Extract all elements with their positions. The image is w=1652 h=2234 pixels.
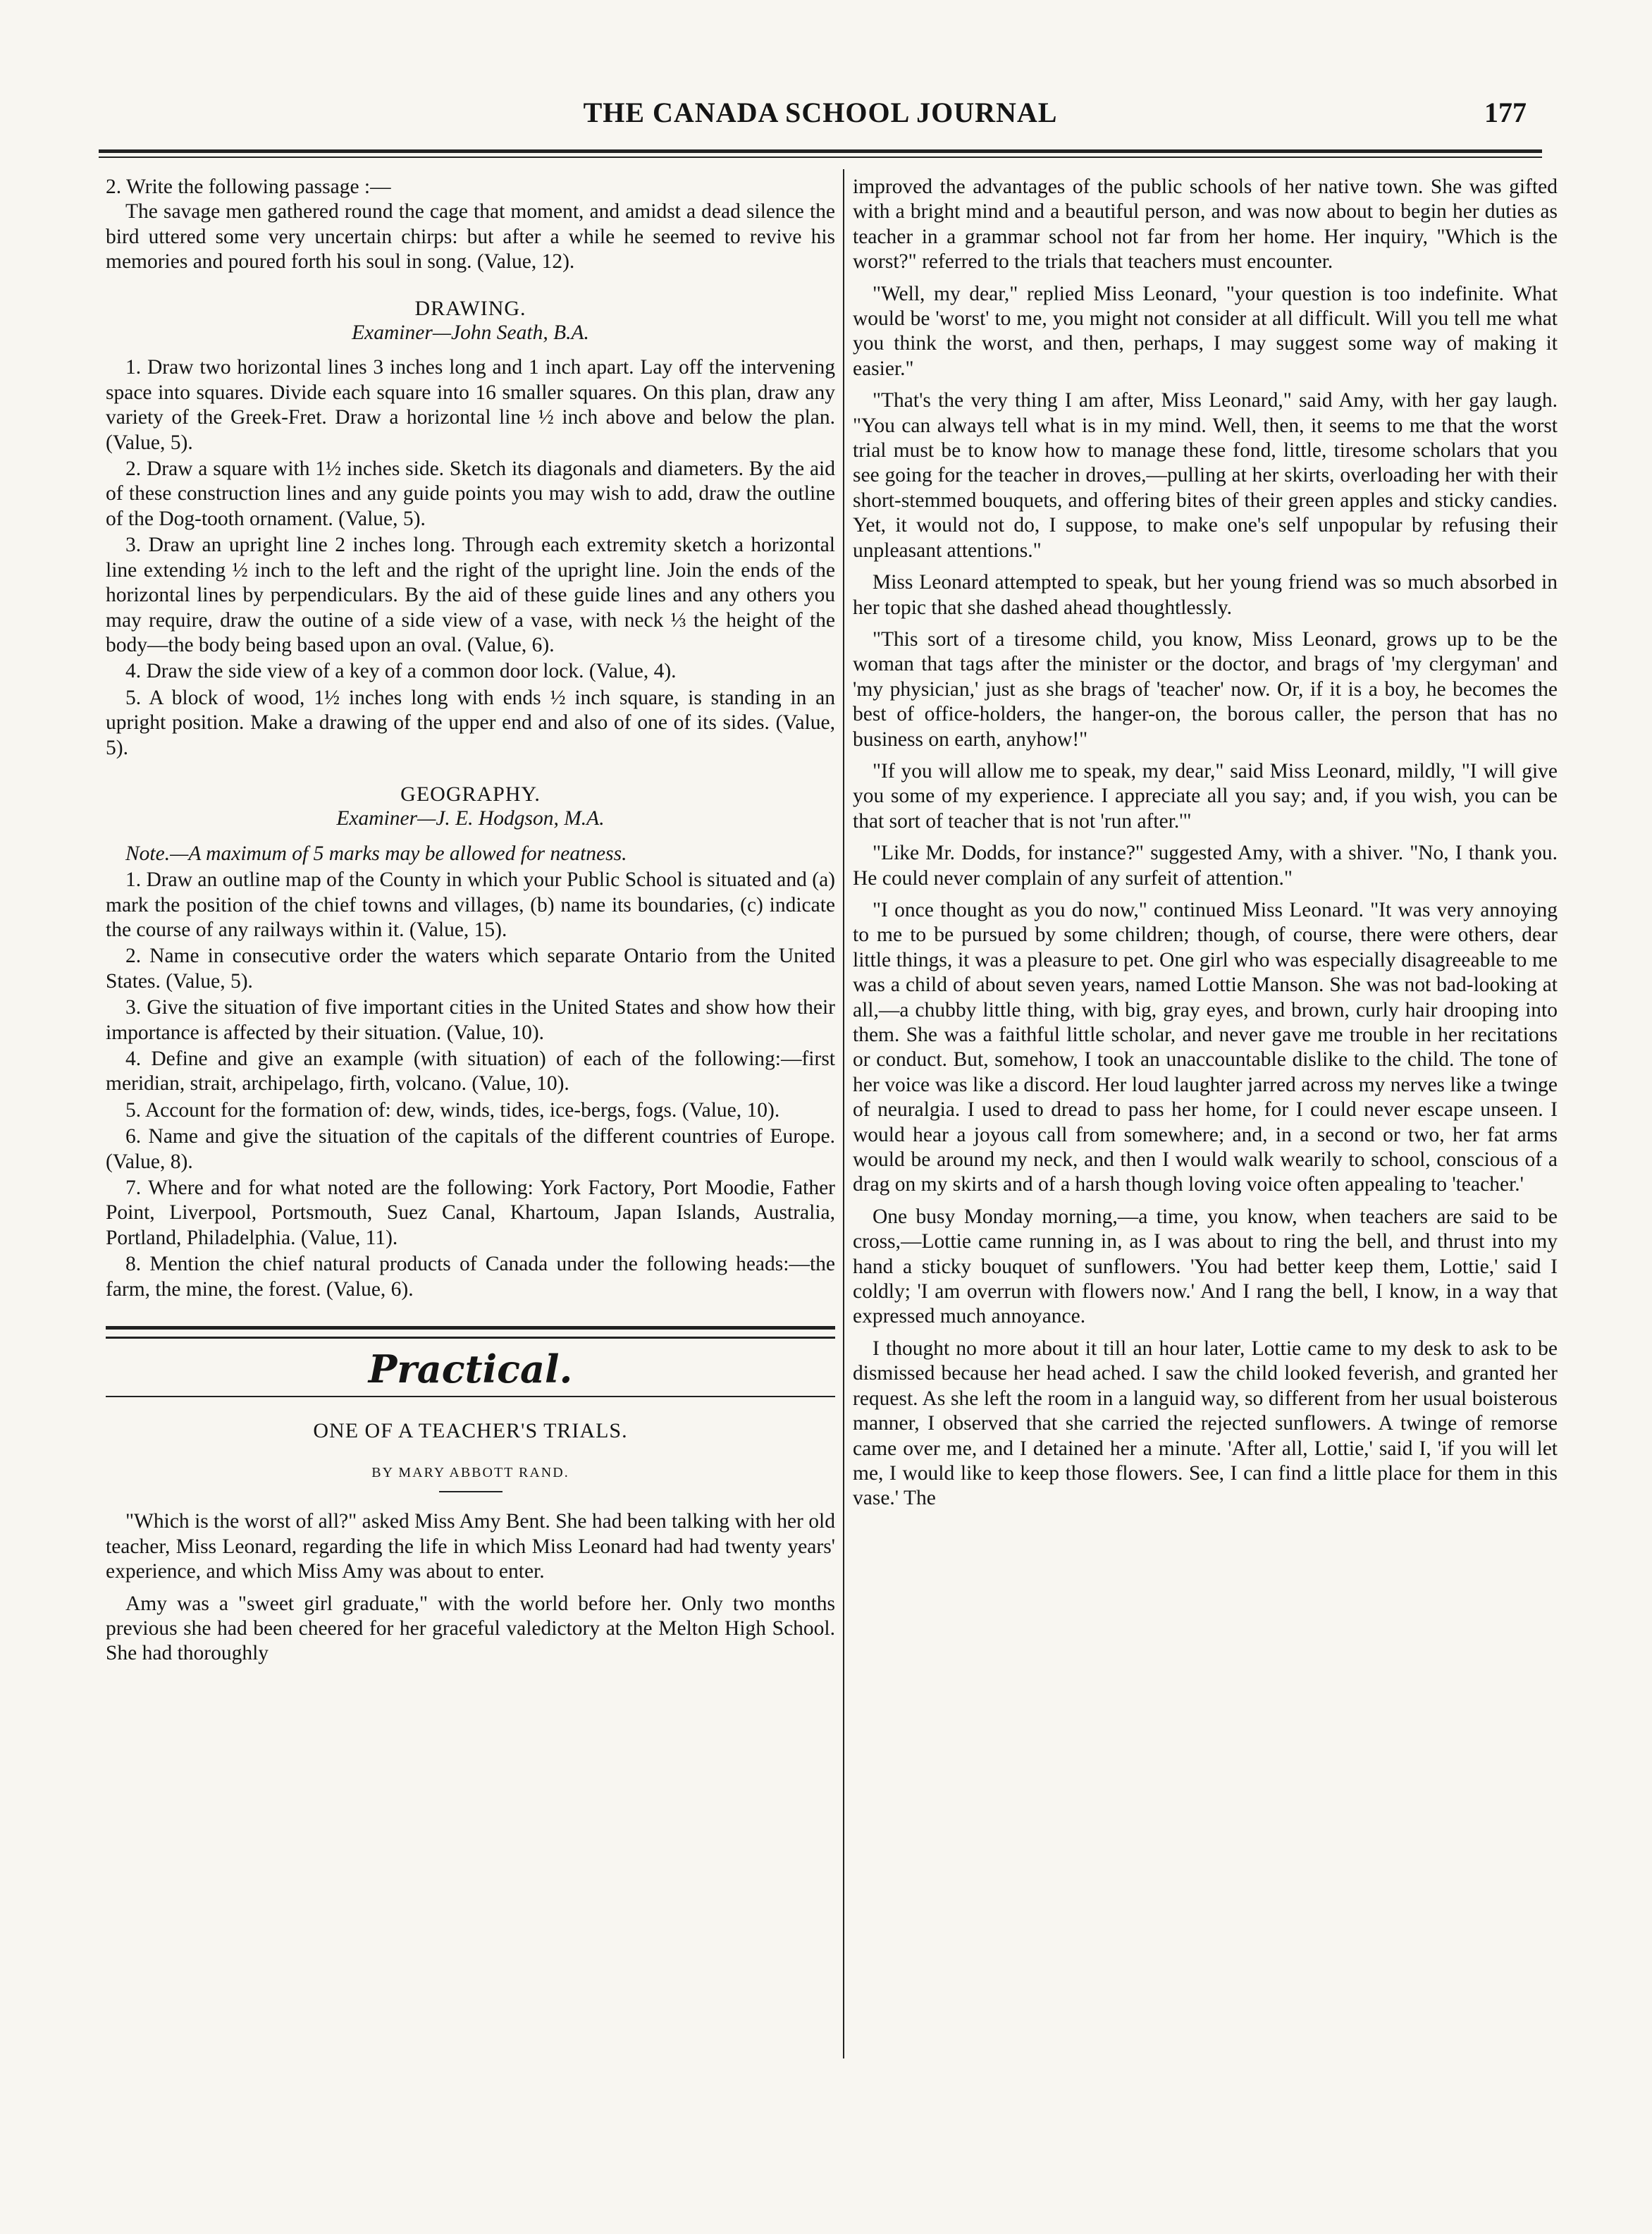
geography-heading: GEOGRAPHY.: [400, 782, 541, 806]
article-paragraph: "This sort of a tiresome child, you know, Miss Leonard, grows up to be the woman that tags after the minister or the doctor, and brags of 'my clergyman' and 'my physician,' just as she brags of 'teacher' now. Or, if it is a boy, he becomes the best of office-holders, the hanger-on, the borous caller, the person that has no business on earth, anyhow!": [853, 627, 1558, 751]
column-divider: [843, 169, 844, 2058]
header-rule-thick: [99, 149, 1542, 153]
article-paragraph: "Which is the worst of all?" asked Miss Amy Bent. She had been talking with her old teacher, Miss Leonard, regarding the life in which Miss Leonard had had twenty years' experience, and which Miss Amy was about to enter.: [106, 1510, 835, 1583]
drawing-question: 4. Draw the side view of a key of a common door lock. (Value, 4).: [125, 660, 677, 683]
geography-question: 1. Draw an outline map of the County in which your Public School is situated and (a) mark the position of the chief towns and villages, (b) name its boundaries, (c) indicate the course of any railways within it. (Value, 15).: [106, 869, 835, 941]
header-rule-thin: [99, 156, 1542, 158]
article-paragraph: Amy was a "sweet girl graduate," with the world before her. Only two months previous she had been cheered for her graceful valedictory at the Melton High School. She had thoroughly: [106, 1592, 835, 1665]
article-title: ONE OF A TEACHER'S TRIALS.: [313, 1419, 628, 1443]
drawing-question: 2. Draw a square with 1½ inches side. Sketch its diagonals and diameters. By the aid of these construction lines and any guide points you may wish to add, draw the outline of the Dog-tooth ornament. (Value, 5).: [106, 458, 835, 530]
article-paragraph: Miss Leonard attempted to speak, but her young friend was so much absorbed in her topic that she dashed ahead thoughtlessly.: [853, 571, 1558, 619]
geography-question: 8. Mention the chief natural products of Canada under the following heads:—the farm, the mine, the forest. (Value, 6).: [106, 1253, 835, 1301]
article-paragraph: One busy Monday morning,—a time, you know, when teachers are said to be cross,—Lottie came running in, as I was about to ring the bell, and thrust into my hand a sticky bouquet of sunflowers. 'You had better keep them, Lottie,' said I coldly; 'I am overrun with flowers now.' And I rang the bell, I know, in a way that expressed much annoyance.: [853, 1205, 1558, 1328]
geography-question: 3. Give the situation of five important cities in the United States and show how their importance is affected by their situation. (Value, 10).: [106, 996, 835, 1044]
page-number: 177: [1484, 97, 1527, 128]
intro-question: 2. Write the following passage :—: [106, 176, 391, 198]
geography-question: 6. Name and give the situation of the capitals of the different countries of Europe. (Value, 8).: [106, 1125, 835, 1173]
drawing-question: 3. Draw an upright line 2 inches long. Through each extremity sketch a horizontal line extending ½ inch to the left and the right of the upright line. Join the ends of the horizontal lines by perpendiculars. By the aid of these guide lines and any others you may require, draw the outine of a side view of a vase, with neck ⅓ the height of the body—the body being based upon an oval. (Value, 6).: [106, 534, 835, 656]
article-byline: BY MARY ABBOTT RAND.: [371, 1464, 569, 1480]
article-paragraph: "Like Mr. Dodds, for instance?" suggested Amy, with a shiver. "No, I thank you. He could never complain of any surfeit of attention.": [853, 842, 1558, 890]
byline-rule: [439, 1491, 503, 1492]
article-paragraph: I thought no more about it till an hour later, Lottie came to my desk to ask to be dismissed because her head ached. I saw the child looked feverish, and granted her request. As she left the room in a languid way, so different from her usual boisterous manner, I observed that she carried the rejected sunflowers. A twinge of remorse came over me, and I detained her a minute. 'After all, Lottie,' said I, 'if you will let me, I would like to keep those flowers. See, I can find a little place for them in this vase.' The: [853, 1337, 1558, 1510]
left-column: [106, 175, 835, 1667]
drawing-question: 5. A block of wood, 1½ inches long with ends ½ inch square, is standing in an upright position. Make a drawing of the upper end and also of one of its sides. (Value, 5).: [106, 686, 835, 759]
journal-title: THE CANADA SCHOOL JOURNAL: [583, 97, 1058, 128]
drawing-question: 1. Draw two horizontal lines 3 inches long and 1 inch apart. Lay off the intervening space into squares. Divide each square into 16 smaller squares. On this plan, draw any variety of the Greek-Fret. Draw a horizontal line ½ inch above and below the plan. (Value, 5).: [106, 356, 835, 454]
geography-question: 7. Where and for what noted are the following: York Factory, Port Moodie, Father Point, Liverpool, Portsmouth, Suez Canal, Khartoum, Japan Islands, Australia, Portland, Philadelphia. (Value, 11).: [106, 1177, 835, 1249]
right-column: [853, 175, 1558, 1511]
section-double-rule: [106, 1326, 835, 1339]
intro-passage: The savage men gathered round the cage that moment, and amidst a dead silence the bird uttered some very uncertain chirps: but after a while he seemed to revive his memories and poured forth his soul in song. (Value, 12).: [106, 200, 835, 274]
article-paragraph: "That's the very thing I am after, Miss Leonard," said Amy, with her gay laugh. "You can always tell what is in my mind. Well, then, it seems to me that the worst trial must be to know how to manage these fond, little, tiresome scholars that you see going for the teacher in droves,—pulling at her skirts, overloading her with their short-stemmed bouquets, and offering bites of their green apples and sticky candies. Yet, it would not do, I suppose, to make one's self unpopular by refusing their unpleasant attentions.": [853, 389, 1558, 562]
geography-question: 5. Account for the formation of: dew, winds, tides, ice-bergs, fogs. (Value, 10).: [125, 1098, 780, 1122]
page-header: [99, 96, 1542, 145]
article-paragraph: "I once thought as you do now," continued Miss Leonard. "It was very annoying to me to be pursued by some children; though, of course, there were others, dear little things, it was a pleasure to pet. One girl who was especially disagreeable to me was a child of about seven years, named Lottie Manson. She was not bad-looking at all,—a chubby little thing, with big, gray eyes, and brown, curly hair drooping into them. She was a faithful little scholar, and never gave me trouble in her recitations or conduct. But, somehow, I took an unaccountable dislike to the child. The tone of her voice was like a discord. Her loud laughter jarred across my nerves like a twinge of neuralgia. I used to dread to pass her home, for I could never escape unseen. I would hear a joyous call from somewhere; and, in a second or two, her fat arms would be around my neck, and then I would walk wearily to school, conscious of a drag on my skirts and of a harsh though loving voice often appealing to 'teacher.': [853, 898, 1558, 1196]
practical-rule: [106, 1396, 835, 1397]
drawing-examiner: Examiner—John Seath, B.A.: [352, 321, 589, 345]
geography-note: Note.—A maximum of 5 marks may be allowed for neatness.: [125, 842, 627, 865]
geography-question: 4. Define and give an example (with situation) of each of the following:—first meridian, strait, archipelago, firth, volcano. (Value, 10).: [106, 1048, 835, 1095]
geography-examiner: Examiner—J. E. Hodgson, M.A.: [336, 807, 605, 830]
practical-heading: Practical.: [368, 1346, 573, 1392]
article-paragraph: improved the advantages of the public schools of her native town. She was gifted with a bright mind and a beautiful person, and was now about to begin her duties as teacher in a grammar school not far from her home. Her inquiry, "Which is the worst?" referred to the trials that teachers must encounter.: [853, 176, 1558, 274]
drawing-heading: DRAWING.: [414, 296, 526, 320]
article-paragraph: "If you will allow me to speak, my dear," said Miss Leonard, mildly, "I will give you some of my experience. I appreciate all you say; and, if you wish, you can be that sort of teacher that is not 'run after.'": [853, 759, 1558, 833]
geography-question: 2. Name in consecutive order the waters which separate Ontario from the United States. (Value, 5).: [106, 945, 835, 993]
article-paragraph: "Well, my dear," replied Miss Leonard, "your question is too indefinite. What would be 'worst' to me, you might not consider at all difficult. Will you tell me what you think the worst, and then, perhaps, I may suggest some way of making it easier.": [853, 282, 1558, 380]
